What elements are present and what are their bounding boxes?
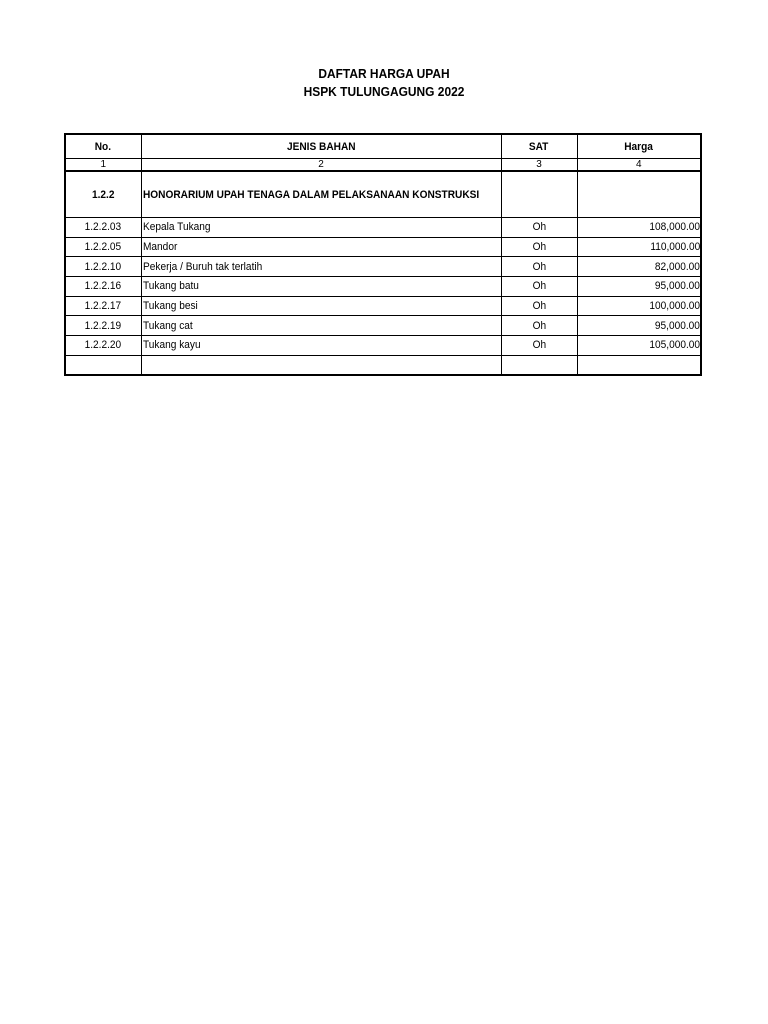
column-number: 3 <box>501 159 577 172</box>
section-harga-cell <box>577 171 701 218</box>
item-unit: Oh <box>501 218 577 238</box>
header-harga: Harga <box>577 134 701 159</box>
item-price: 95,000.00 <box>577 277 701 297</box>
item-name: Kepala Tukang <box>141 218 501 238</box>
item-price: 108,000.00 <box>577 218 701 238</box>
blank-cell <box>577 355 701 375</box>
section-row <box>65 171 701 218</box>
section-number: 1.2.2 <box>65 171 141 218</box>
table-row <box>65 257 701 277</box>
item-price: 110,000.00 <box>577 237 701 257</box>
item-name: Mandor <box>141 237 501 257</box>
item-price: 105,000.00 <box>577 336 701 356</box>
column-number: 4 <box>577 159 701 172</box>
item-name: Tukang cat <box>141 316 501 336</box>
item-number: 1.2.2.10 <box>65 257 141 277</box>
item-unit: Oh <box>501 237 577 257</box>
item-number: 1.2.2.05 <box>65 237 141 257</box>
document-subtitle: HSPK TULUNGAGUNG 2022 <box>303 84 465 99</box>
item-number: 1.2.2.20 <box>65 336 141 356</box>
blank-cell <box>501 355 577 375</box>
column-number: 2 <box>141 159 501 172</box>
item-number: 1.2.2.19 <box>65 316 141 336</box>
document-title: DAFTAR HARGA UPAH <box>318 66 450 81</box>
blank-row <box>65 355 701 375</box>
item-price: 82,000.00 <box>577 257 701 277</box>
item-unit: Oh <box>501 336 577 356</box>
item-name: Tukang kayu <box>141 336 501 356</box>
table-row <box>65 237 701 257</box>
item-price: 95,000.00 <box>577 316 701 336</box>
column-number: 1 <box>65 159 141 172</box>
item-number: 1.2.2.16 <box>65 277 141 297</box>
item-number: 1.2.2.03 <box>65 218 141 238</box>
item-name: Pekerja / Buruh tak terlatih <box>141 257 501 277</box>
section-sat-cell <box>501 171 577 218</box>
table-row <box>65 218 701 238</box>
blank-cell <box>65 355 141 375</box>
blank-cell <box>141 355 501 375</box>
price-table <box>64 133 702 376</box>
table-row <box>65 316 701 336</box>
section-title: HONORARIUM UPAH TENAGA DALAM PELAKSANAAN KONSTRUKSI <box>141 171 501 218</box>
item-number: 1.2.2.17 <box>65 296 141 316</box>
table-row <box>65 277 701 297</box>
column-number-row <box>65 159 701 172</box>
item-unit: Oh <box>501 316 577 336</box>
header-row <box>65 134 701 159</box>
item-unit: Oh <box>501 277 577 297</box>
item-name: Tukang besi <box>141 296 501 316</box>
item-unit: Oh <box>501 296 577 316</box>
item-price: 100,000.00 <box>577 296 701 316</box>
header-no: No. <box>65 134 141 159</box>
header-jenis-bahan: JENIS BAHAN <box>141 134 501 159</box>
item-unit: Oh <box>501 257 577 277</box>
item-name: Tukang batu <box>141 277 501 297</box>
table-row <box>65 296 701 316</box>
table-row <box>65 336 701 356</box>
header-sat: SAT <box>501 134 577 159</box>
